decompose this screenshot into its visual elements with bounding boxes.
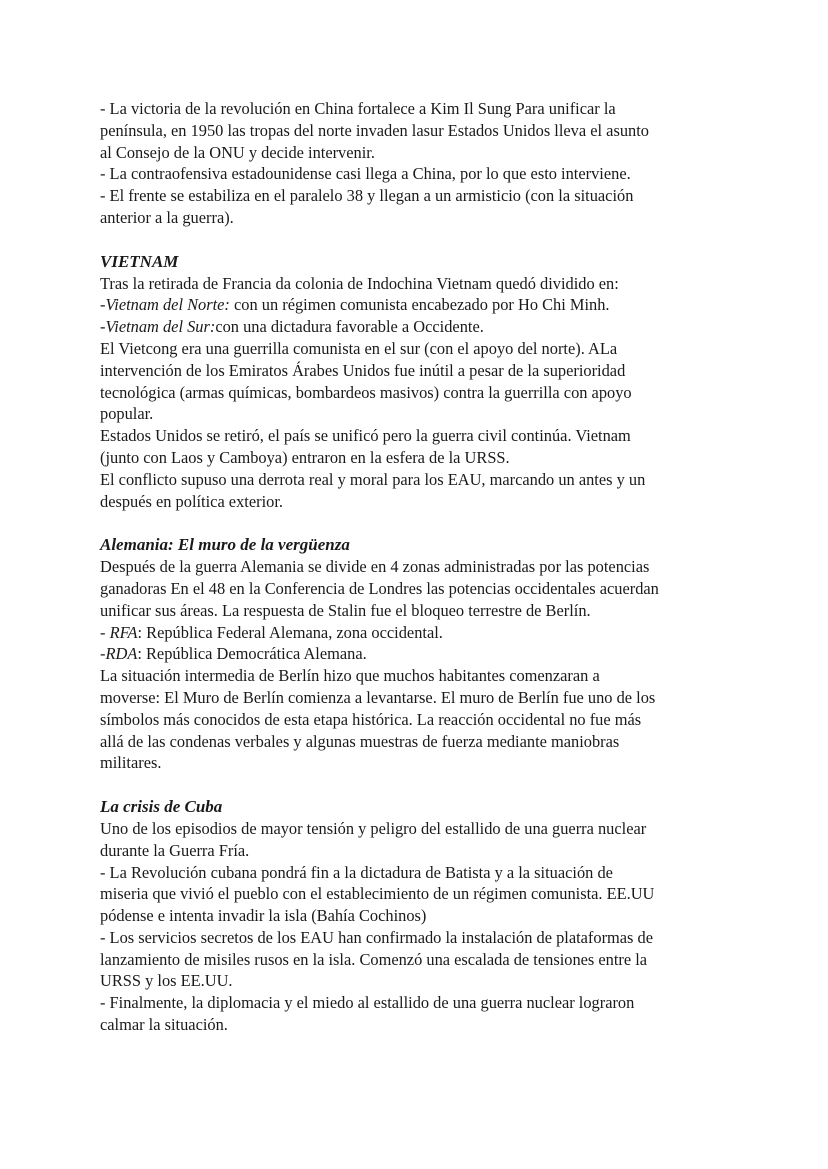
text-line: unificar sus áreas. La respuesta de Stalin fue el bloqueo terrestre de Berlín. xyxy=(100,600,591,620)
text-line: Estados Unidos se retiró, el país se unificó pero la guerra civil continúa. Vietnam xyxy=(100,426,631,446)
italic-term: RDA xyxy=(105,644,138,664)
text-line: anterior a la guerra). xyxy=(100,207,234,227)
text-line: - Finalmente, la diplomacia y el miedo al estallido de una guerra nuclear lograron xyxy=(100,993,635,1013)
text-line: - El frente se estabiliza en el paralelo 38 y llegan a un armisticio (con la situación xyxy=(100,186,634,206)
text-line: - La Revolución cubana pondrá fin a la dictadura de Batista y a la situación de xyxy=(100,862,613,882)
section-heading-vietnam: VIETNAM xyxy=(100,251,179,271)
text-line: El conflicto supuso una derrota real y moral para los EAU, marcando un antes y un xyxy=(100,469,646,489)
text-line: durante la Guerra Fría. xyxy=(100,840,250,860)
list-dash: - xyxy=(100,622,110,642)
text-line: calmar la situación. xyxy=(100,1015,228,1035)
text-line: El Vietcong era una guerrilla comunista en el sur (con el apoyo del norte). ALa xyxy=(100,338,618,358)
vietnam-north-item xyxy=(100,294,730,316)
text-line: - La victoria de la revolución en China fortalece a Kim Il Sung Para unificar la xyxy=(100,99,616,118)
item-text: : República Federal Alemana, zona occidental. xyxy=(137,622,443,642)
item-text: con una dictadura favorable a Occidente. xyxy=(215,317,484,337)
text-line: - Los servicios secretos de los EAU han confirmado la instalación de plataformas de xyxy=(100,927,654,947)
text-line: URSS y los EE.UU. xyxy=(100,971,233,991)
list-dash: - xyxy=(100,644,106,664)
italic-term: RFA xyxy=(109,622,138,642)
text-line: Tras la retirada de Francia da colonia de Indochina Vietnam quedó dividido en: xyxy=(100,273,619,293)
list-dash: - xyxy=(100,317,106,337)
text-line: La situación intermedia de Berlín hizo que muchos habitantes comenzaran a xyxy=(100,666,600,686)
text-line: pódense e intenta invadir la isla (Bahía Cochinos) xyxy=(100,906,427,926)
text-line: intervención de los Emiratos Árabes Unidos fue inútil a pesar de la superioridad xyxy=(100,360,626,380)
paragraph-gap xyxy=(100,774,730,796)
text-line: Después de la guerra Alemania se divide en 4 zonas administradas por las potencias xyxy=(100,557,650,577)
text-line: miseria que vivió el pueblo con el establecimiento de un régimen comunista. EE.UU xyxy=(100,884,655,904)
section-heading-cuba: La crisis de Cuba xyxy=(100,797,223,817)
cuba-section xyxy=(100,796,730,1036)
text-line: militares. xyxy=(100,753,162,773)
text-line: Uno de los episodios de mayor tensión y peligro del estallido de una guerra nuclear xyxy=(100,818,647,838)
korea-section xyxy=(100,98,730,229)
text-line: allá de las condenas verbales y algunas muestras de fuerza mediante maniobras xyxy=(100,731,620,751)
item-text: : República Democrática Alemana. xyxy=(137,644,367,664)
vietnam-section xyxy=(100,251,730,513)
rda-item xyxy=(100,643,730,665)
text-line: lanzamiento de misiles rusos en la isla. Comenzó una escalada de tensiones entre la xyxy=(100,949,648,969)
item-text: con un régimen comunista encabezado por Ho Chi Minh. xyxy=(229,295,610,315)
text-line: símbolos más conocidos de esta etapa histórica. La reacción occidental no fue más xyxy=(100,709,642,729)
text-line: ganadoras En el 48 en la Conferencia de Londres las potencias occidentales acuerdan xyxy=(100,578,659,598)
text-line: después en política exterior. xyxy=(100,491,283,511)
text-line: tecnológica (armas químicas, bombardeos masivos) contra la guerrilla con apoyo xyxy=(100,382,632,402)
text-line: península, en 1950 las tropas del norte invaden lasur Estados Unidos lleva el asunto xyxy=(100,120,649,140)
italic-term: Vietnam del Norte: xyxy=(105,295,230,315)
list-dash: - xyxy=(100,295,106,315)
paragraph-gap xyxy=(100,229,730,251)
text-line: popular. xyxy=(100,404,154,424)
vietnam-south-item xyxy=(100,316,730,338)
text-line: (junto con Laos y Camboya) entraron en la esfera de la URSS. xyxy=(100,447,510,467)
section-heading-alemania: Alemania: El muro de la vergüenza xyxy=(100,535,350,555)
text-line: moverse: El Muro de Berlín comienza a levantarse. El muro de Berlín fue uno de los xyxy=(100,687,656,707)
italic-term: Vietnam del Sur: xyxy=(105,317,216,337)
paragraph-gap xyxy=(100,512,730,534)
rfa-item xyxy=(100,622,730,644)
alemania-section xyxy=(100,534,730,774)
document-page xyxy=(100,98,730,1036)
text-line: - La contraofensiva estadounidense casi llega a China, por lo que esto interviene. xyxy=(100,164,631,184)
text-line: al Consejo de la ONU y decide intervenir. xyxy=(100,142,375,162)
